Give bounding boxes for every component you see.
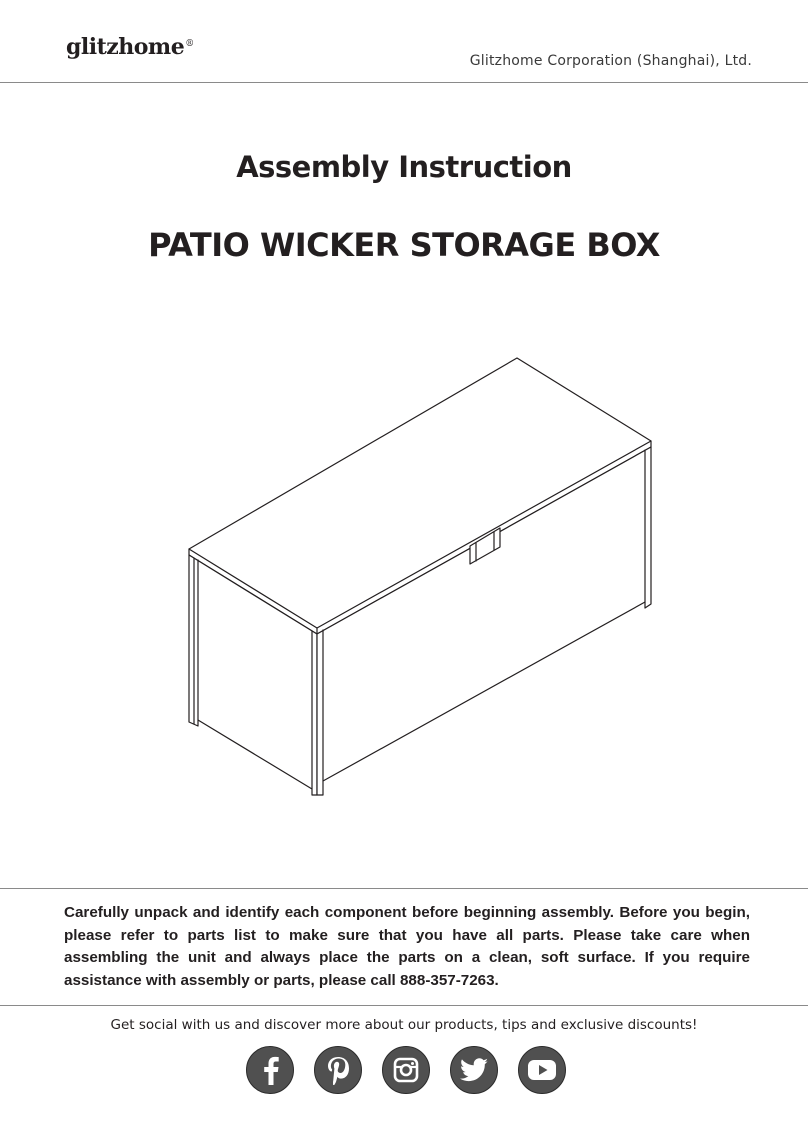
twitter-icon[interactable] (450, 1046, 498, 1094)
instagram-icon[interactable] (382, 1046, 430, 1094)
pinterest-icon[interactable] (314, 1046, 362, 1094)
storage-box-illustration (180, 350, 660, 810)
facebook-glyph (258, 1055, 282, 1085)
social-prompt: Get social with us and discover more about our products, tips and exclusive discounts! (110, 1017, 698, 1033)
youtube-glyph (527, 1059, 557, 1081)
youtube-icon[interactable] (518, 1046, 566, 1094)
brand-logo (66, 34, 194, 60)
company-name: Glitzhome Corporation (Shanghai), Ltd. (469, 53, 752, 69)
instagram-glyph (393, 1057, 419, 1083)
logo-text: glitzhome (66, 34, 185, 60)
registered-mark: ® (185, 38, 194, 49)
assembly-notice: Carefully unpack and identify each component before beginning assembly. Before you begin, please refer to parts list to make sure that you have all parts. Please take care when assembling the unit and always place the parts on a clean, soft surface. If you require assistance with assembly or parts, please call 888-357-7263. (64, 904, 750, 989)
social-links (246, 1046, 566, 1098)
header (0, 0, 808, 82)
pinterest-glyph (325, 1055, 351, 1085)
notice-top-divider (0, 888, 808, 889)
notice-bottom-divider (0, 1005, 808, 1006)
page-heading: Assembly Instruction (236, 150, 572, 184)
facebook-icon[interactable] (246, 1046, 294, 1094)
header-divider (0, 82, 808, 83)
product-title: PATIO WICKER STORAGE BOX (148, 226, 660, 264)
twitter-glyph (459, 1057, 489, 1083)
